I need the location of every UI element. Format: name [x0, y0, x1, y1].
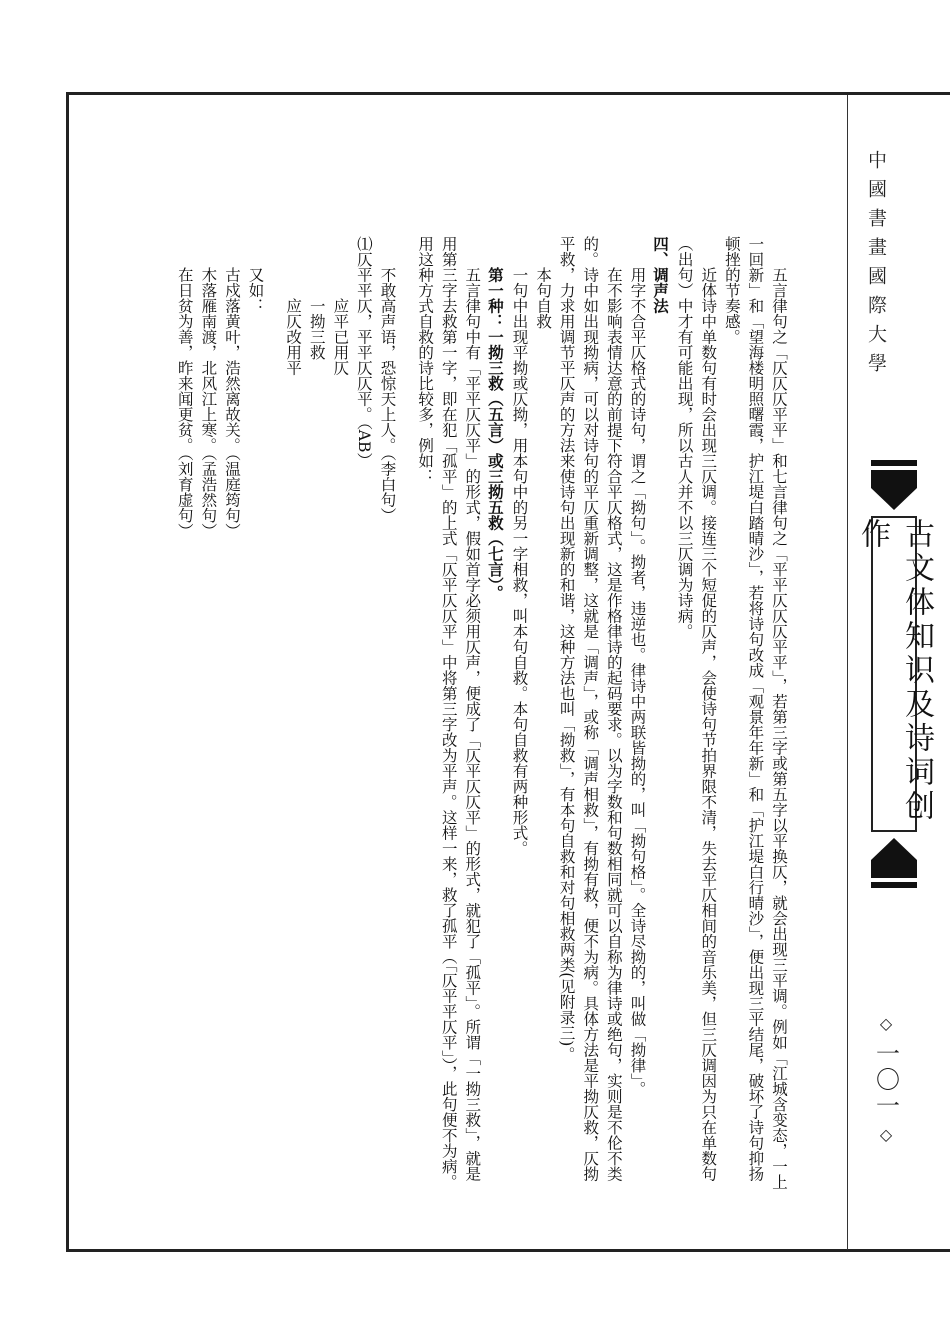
header-divider: [847, 95, 848, 1250]
title-cap-top: [871, 470, 917, 510]
paragraph-form-one-detail: 五言律句中有「平平仄仄平」的形式，假如首字必须用仄声，便成了「仄平仄仄平」的形式，就犯了「孤平」。所谓「一拗三救」，就是用第三字去救第一字，即在犯「孤平」的上式「仄平仄仄平」中将第三字改为平声。这样一来，救了孤平（「仄平平仄平」），此句便不为病。用这种方式自救的诗比较多，例如：: [416, 236, 482, 1190]
university-name: 中國書畫國際大學: [865, 150, 887, 382]
annotation-left: 应平已用仄: [331, 298, 350, 376]
diamond-ornament-icon: ◇: [876, 1125, 896, 1146]
section-heading: 四、调声法: [651, 236, 671, 314]
book-title-box: [855, 516, 934, 832]
poem-example-liu: 在日贫为善，昨来闻更贫。（刘育虚句）: [175, 267, 194, 539]
paragraph-form-one: 第一种：一拗三救（五言）或三拗五救（七言）。: [485, 267, 505, 601]
annotation-right: 应仄改用平: [284, 298, 303, 376]
body-text: [110, 236, 790, 1196]
sub-heading: 本句自救: [534, 267, 553, 329]
poem-example-wen: 古戍落黄叶，浩然离故关。（温庭筠句）: [222, 267, 241, 539]
tone-pattern: ⑴仄平平仄，平平仄仄平。（AB）: [354, 236, 373, 468]
paragraph-tiao-sheng: 在不影响表情达意的前提下符合平仄格式，这是作格律诗的起码要求。以为字数和句数相同就可以自称为律诗或绝句，实则是不伦不类的。诗中如出现拗病，可以对诗句的平仄重新调整，这就是「调声」，或称「调声相救」，有拗有救，便不为病。具体方法是平拗仄救，仄拗平救，力求用调节平仄声的方法来使诗句出现新的和谐，这种方法也叫「拗救」，有本句自救和对句相救两类(见附录三)。: [557, 236, 623, 1182]
book-title-band: [855, 460, 934, 888]
annotation-middle: 一拗三救: [307, 298, 326, 360]
title-bar-top: [871, 460, 917, 466]
page-number-block: [866, 1008, 906, 1152]
diamond-ornament-icon: ◇: [876, 1014, 896, 1035]
page-number: 一〇一: [871, 1041, 900, 1119]
paragraph-three-ze: 近体诗中单数句有时会出现三仄调。接连三个短促的仄声，会使诗句节拍界限不清，失去平仄相间的音乐美，但三仄调因为只在单数句（出句）中才有可能出现，所以古人并不以三仄调为诗病。: [675, 236, 718, 1182]
paragraph-three-ping: 五言律句之「仄仄仄平平」和七言律句之「平平仄仄仄平平」，若第三字或第五字以平换仄，就会出现三平调。例如「江城含变态，一上一回新」和「望海楼明照曙霞，护江堤白踏晴沙」，若将诗句改成「观景年年新」和「护江堤白行晴沙」，便出现三平结尾，破坏了诗句抑扬顿挫的节奏感。: [722, 236, 788, 1190]
poem-example-meng: 木落雁南渡，北风江上寒。（孟浩然句）: [199, 267, 218, 539]
title-bar-bottom: [871, 882, 917, 888]
book-title: 古文体知识及诗词创作: [855, 518, 934, 824]
paragraph-self-rescue: 一句中出现平拗或仄拗，用本句中的另一字相救，叫本句自救。本句自救有两种形式。: [510, 267, 529, 856]
also-label: 又如：: [246, 267, 265, 314]
title-cap-bottom: [871, 838, 917, 878]
poem-example-li-bai: 不敢高声语，恐惊天上人。（李白句）: [378, 267, 397, 523]
paragraph-ao-ju: 用字不合平仄格式的诗句，谓之「拗句」。拗者，违逆也。律诗中两联皆拗的，叫「拗句格」。全诗尽拗的，叫做「拗律」。: [628, 267, 647, 1097]
